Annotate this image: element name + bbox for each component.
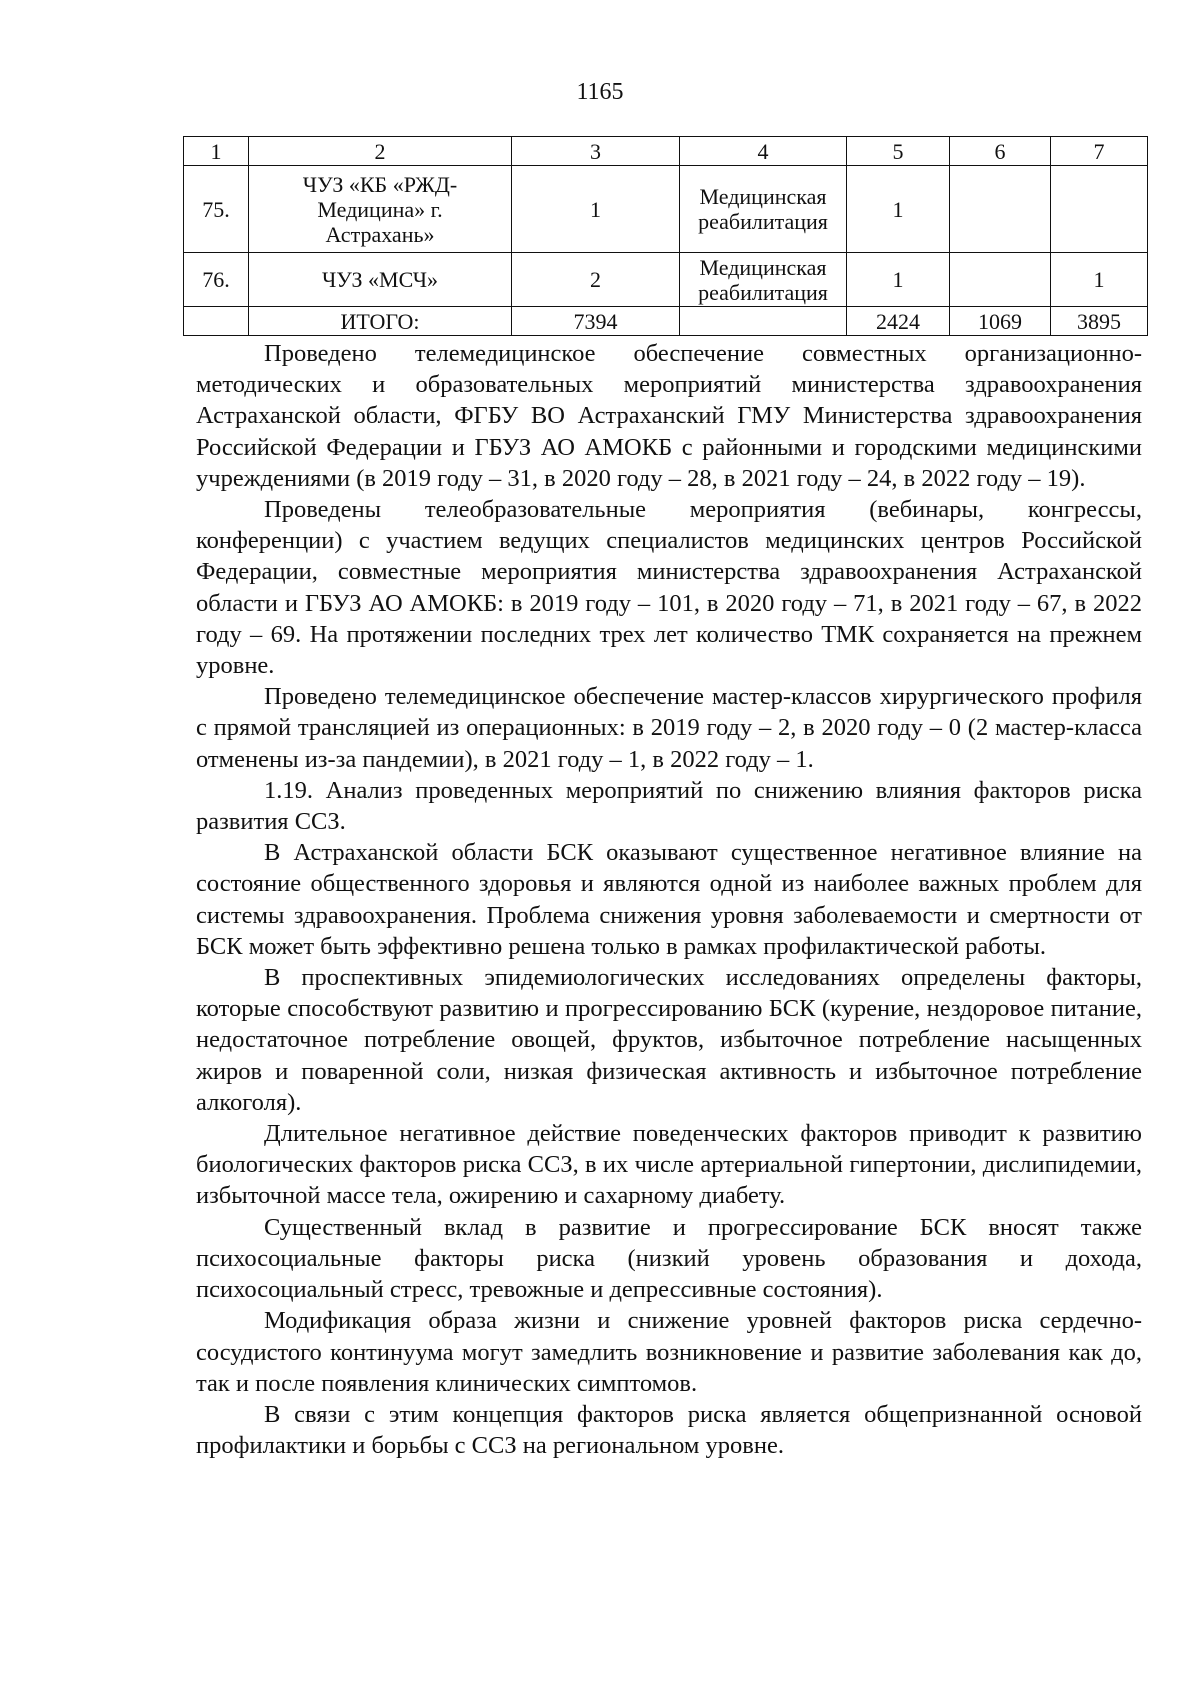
paragraph: Существенный вклад в развитие и прогрессирование БСК вносят также психосоциальные факторы риска (низкий уровень образования и дохода, психосоциальный стресс, тревожные и депрессивные состояния). <box>196 1213 1142 1304</box>
paragraph: Проведено телемедицинское обеспечение совместных организационно-методических и образовательных мероприятий министерства здравоохранения Астраханской области, ФГБУ ВО Астраханский ГМУ Министерства здравоохранения Российской Федерации и ГБУЗ АО АМОКБ с районными и городскими медицинскими учреждениями (в 2019 году – 31, в 2020 году – 28, в 2021 году – 24, в 2022 году – 19). <box>196 340 1142 492</box>
column-number-header: 6 <box>950 137 1051 166</box>
table-cell <box>1051 166 1148 253</box>
data-table <box>183 136 1148 336</box>
table-header-row <box>184 137 1148 166</box>
column-number-header: 3 <box>512 137 680 166</box>
paragraph: Проведены телеобразовательные мероприятия (вебинары, конгрессы, конференции) с участием ведущих специалистов медицинских центров Российской Федерации, совместные мероприятия министерства здравоохранения Астраханской области и ГБУЗ АО АМОКБ: в 2019 году – 101, в 2020 году – 71, в 2021 году – 67, в 2022 году – 69. На протяжении последних трех лет количество ТМК сохраняется на прежнем уровне. <box>196 496 1142 680</box>
column-number-header: 7 <box>1051 137 1148 166</box>
table-cell: 1 <box>847 253 950 307</box>
table-cell: 1 <box>1051 253 1148 307</box>
page-number: 1165 <box>576 79 624 105</box>
total-cell <box>680 307 847 336</box>
paragraph: В связи с этим концепция факторов риска является общепризнанной основой профилактики и борьбы с ССЗ на региональном уровне. <box>196 1400 1142 1460</box>
body-text <box>196 338 1142 1461</box>
table-cell: 1 <box>847 166 950 253</box>
organization-cell: ЧУЗ «МСЧ» <box>249 253 512 307</box>
total-label-cell: ИТОГО: <box>249 307 512 336</box>
column-number-header: 2 <box>249 137 512 166</box>
organization-cell: ЧУЗ «КБ «РЖД-Медицина» г. Астрахань» <box>249 166 512 253</box>
row-number-cell: 75. <box>184 166 249 253</box>
table-cell <box>950 166 1051 253</box>
table-cell <box>184 307 249 336</box>
table-cell: 2 <box>512 253 680 307</box>
total-cell: 1069 <box>950 307 1051 336</box>
column-number-header: 4 <box>680 137 847 166</box>
total-cell: 3895 <box>1051 307 1148 336</box>
profile-cell: Медицинская реабилитация <box>680 166 847 253</box>
table-total-row <box>184 307 1148 336</box>
total-cell: 7394 <box>512 307 680 336</box>
table-row <box>184 253 1148 307</box>
section-heading: 1.19. Анализ проведенных мероприятий по снижению влияния факторов риска развития ССЗ. <box>196 776 1142 836</box>
paragraph: В Астраханской области БСК оказывают существенное негативное влияние на состояние общественного здоровья и являются одной из наиболее важных проблем для системы здравоохранения. Проблема снижения уровня заболеваемости и смертности от БСК может быть эффективно решена только в рамках профилактической работы. <box>196 839 1142 960</box>
paragraph: Модификация образа жизни и снижение уровней факторов риска сердечно-сосудистого континуума могут замедлить возникновение и развитие заболевания как до, так и после появления клинических симптомов. <box>196 1307 1142 1397</box>
table-cell: 1 <box>512 166 680 253</box>
column-number-header: 1 <box>184 137 249 166</box>
column-number-header: 5 <box>847 137 950 166</box>
table-cell <box>950 253 1051 307</box>
row-number-cell: 76. <box>184 253 249 307</box>
profile-cell: Медицинская реабилитация <box>680 253 847 307</box>
total-cell: 2424 <box>847 307 950 336</box>
paragraph: В проспективных эпидемиологических исследованиях определены факторы, которые способствуют развитию и прогрессированию БСК (курение, нездоровое питание, недостаточное потребление овощей, фруктов, избыточное потребление насыщенных жиров и поваренной соли, низкая физическая активность и избыточное потребление алкоголя). <box>196 964 1142 1116</box>
table-row <box>184 166 1148 253</box>
paragraph: Длительное негативное действие поведенческих факторов приводит к развитию биологических факторов риска ССЗ, в их числе артериальной гипертонии, дислипидемии, избыточной массе тела, ожирению и сахарному диабету. <box>196 1120 1142 1210</box>
paragraph: Проведено телемедицинское обеспечение мастер-классов хирургического профиля с прямой трансляцией из операционных: в 2019 году – 2, в 2020 году – 0 (2 мастер-класса отменены из-за пандемии), в 2021 году – 1, в 2022 году – 1. <box>196 683 1142 773</box>
